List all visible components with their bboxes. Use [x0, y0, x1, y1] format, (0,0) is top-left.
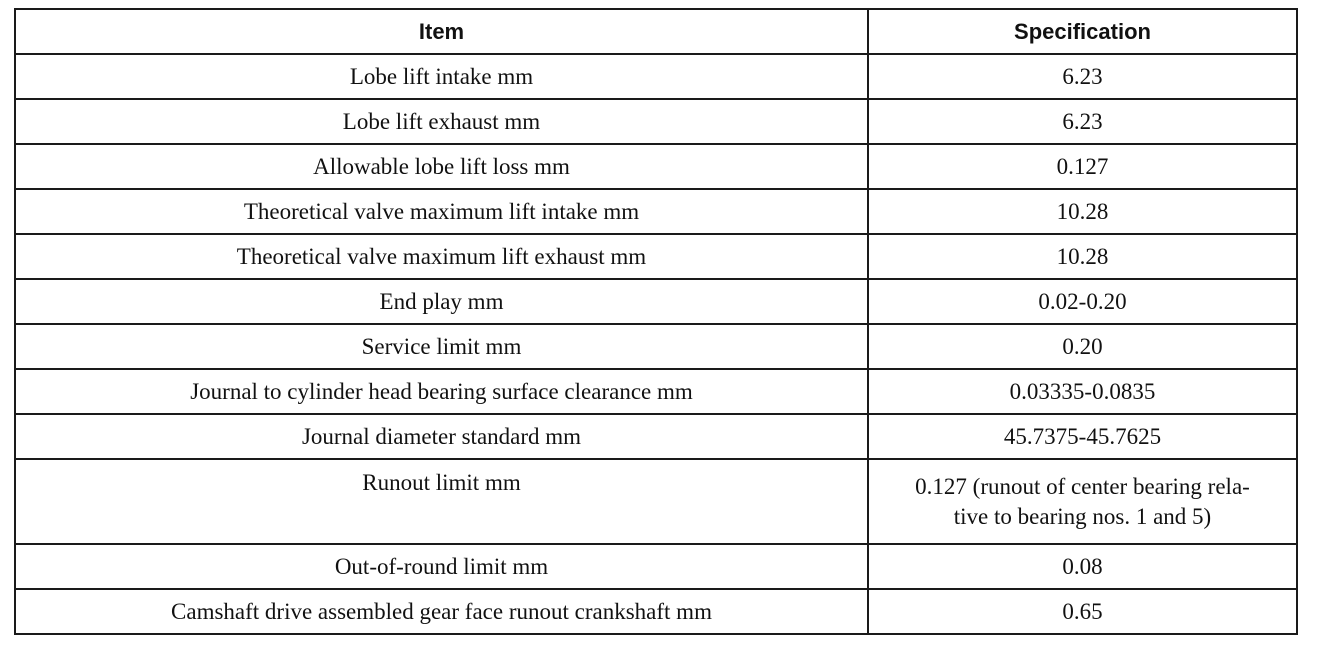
specification-column-header: Specification [868, 9, 1297, 54]
item-column-header: Item [15, 9, 868, 54]
table-row [15, 234, 1297, 279]
specification-line: tive to bearing nos. 1 and 5) [953, 503, 1212, 529]
table-row [15, 54, 1297, 99]
table-row [15, 279, 1297, 324]
table-row [15, 589, 1297, 634]
item-cell: Theoretical valve maximum lift intake mm [15, 189, 868, 234]
item-cell: Runout limit mm [15, 459, 868, 544]
specification-table [14, 8, 1298, 635]
table-row [15, 99, 1297, 144]
specification-cell: 0.03335-0.0835 [868, 369, 1297, 414]
specification-cell: 10.28 [868, 189, 1297, 234]
table-row [15, 544, 1297, 589]
specification-cell: 6.23 [868, 54, 1297, 99]
specification-cell: 10.28 [868, 234, 1297, 279]
item-cell: Out-of-round limit mm [15, 544, 868, 589]
specification-cell: 0.02-0.20 [868, 279, 1297, 324]
table-row [15, 144, 1297, 189]
specification-line: 0.127 (runout of center bearing rela- [915, 473, 1250, 499]
specification-cell: 0.20 [868, 324, 1297, 369]
item-cell: Journal diameter standard mm [15, 414, 868, 459]
item-cell: Lobe lift exhaust mm [15, 99, 868, 144]
specification-cell: 0.08 [868, 544, 1297, 589]
item-cell: Journal to cylinder head bearing surface clearance mm [15, 369, 868, 414]
item-cell: Lobe lift intake mm [15, 54, 868, 99]
table-row [15, 324, 1297, 369]
item-cell: End play mm [15, 279, 868, 324]
item-cell: Theoretical valve maximum lift exhaust mm [15, 234, 868, 279]
item-cell: Service limit mm [15, 324, 868, 369]
specification-cell: 0.127 [868, 144, 1297, 189]
item-cell: Allowable lobe lift loss mm [15, 144, 868, 189]
specification-cell: 6.23 [868, 99, 1297, 144]
specification-cell [868, 459, 1297, 544]
table-row [15, 459, 1297, 544]
item-cell: Camshaft drive assembled gear face runout crankshaft mm [15, 589, 868, 634]
table-row [15, 414, 1297, 459]
table-row [15, 189, 1297, 234]
table-row [15, 369, 1297, 414]
specification-cell: 45.7375-45.7625 [868, 414, 1297, 459]
header-row [15, 9, 1297, 54]
specification-cell: 0.65 [868, 589, 1297, 634]
